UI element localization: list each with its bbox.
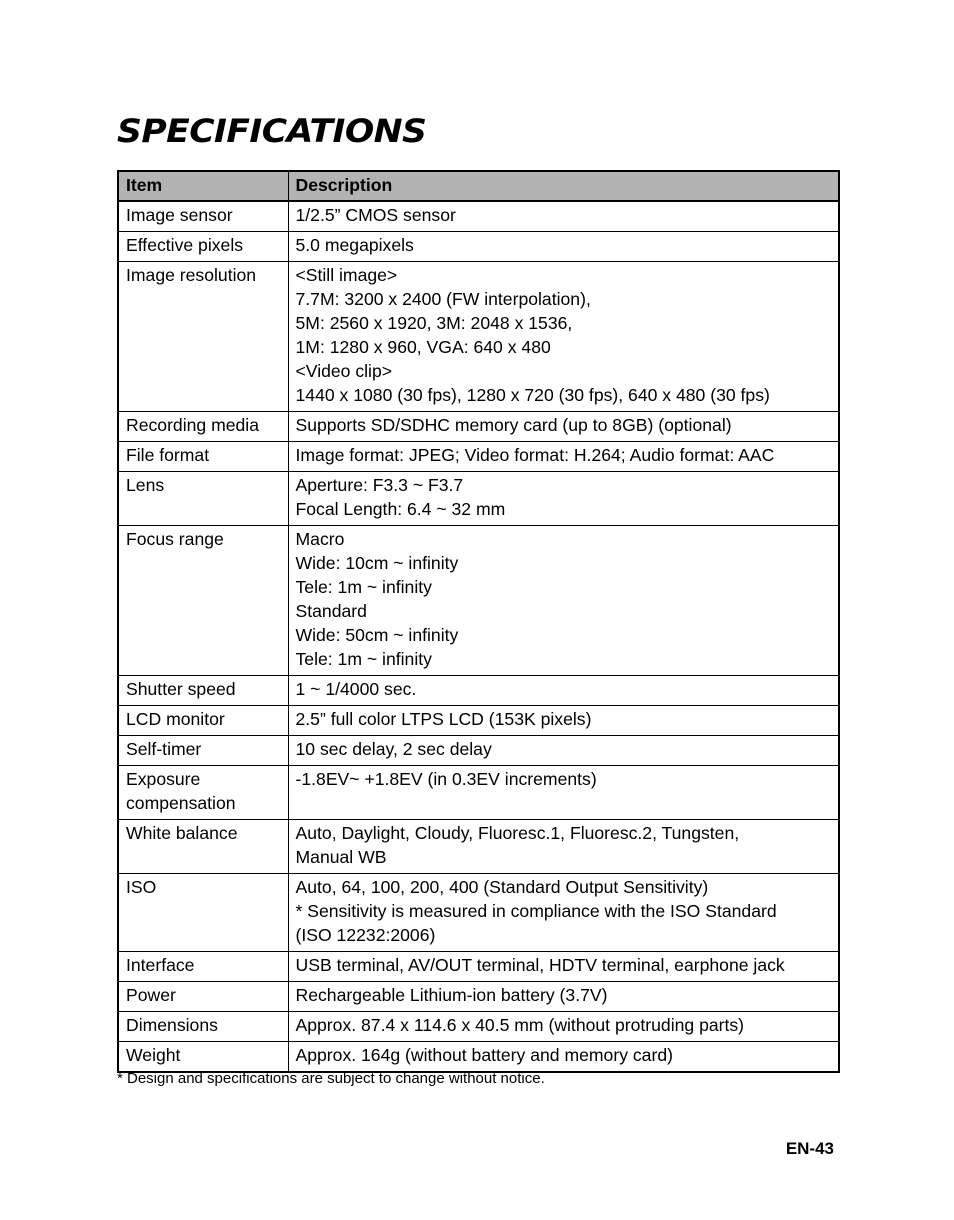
table-row	[118, 1042, 839, 1073]
page-number: EN-43	[785, 1139, 834, 1158]
description-cell: 10 sec delay, 2 sec delay	[288, 736, 839, 766]
item-cell: White balance	[118, 820, 288, 874]
description-cell: Approx. 164g (without battery and memory card)	[288, 1042, 839, 1073]
description-cell: Supports SD/SDHC memory card (up to 8GB) (optional)	[288, 412, 839, 442]
table-row	[118, 982, 839, 1012]
description-cell: 1 ~ 1/4000 sec.	[288, 676, 839, 706]
item-cell: Image resolution	[118, 262, 288, 412]
specifications-table	[117, 170, 840, 1073]
item-cell: ISO	[118, 874, 288, 952]
table-row	[118, 874, 839, 952]
description-cell: Rechargeable Lithium-ion battery (3.7V)	[288, 982, 839, 1012]
description-cell: Auto, Daylight, Cloudy, Fluoresc.1, Fluoresc.2, Tungsten, Manual WB	[288, 820, 839, 874]
description-cell: USB terminal, AV/OUT terminal, HDTV terminal, earphone jack	[288, 952, 839, 982]
item-cell: File format	[118, 442, 288, 472]
description-cell: 5.0 megapixels	[288, 232, 839, 262]
table-row	[118, 766, 839, 820]
description-cell: Aperture: F3.3 ~ F3.7 Focal Length: 6.4 ~ 32 mm	[288, 472, 839, 526]
page-title: SPECIFICATIONS	[117, 112, 427, 150]
description-cell: -1.8EV~ +1.8EV (in 0.3EV increments)	[288, 766, 839, 820]
item-cell: Interface	[118, 952, 288, 982]
description-cell: Auto, 64, 100, 200, 400 (Standard Output Sensitivity) * Sensitivity is measured in compliance with the ISO Standard (ISO 12232:2006)	[288, 874, 839, 952]
item-cell: Shutter speed	[118, 676, 288, 706]
table-row	[118, 201, 839, 232]
column-header-item: Item	[118, 171, 288, 201]
table-row	[118, 472, 839, 526]
table-header-row	[118, 171, 839, 201]
item-cell: Recording media	[118, 412, 288, 442]
item-cell: Self-timer	[118, 736, 288, 766]
table-row	[118, 526, 839, 676]
table-row	[118, 1012, 839, 1042]
table-row	[118, 262, 839, 412]
item-cell: LCD monitor	[118, 706, 288, 736]
table-row	[118, 820, 839, 874]
table-row	[118, 706, 839, 736]
description-cell: 2.5” full color LTPS LCD (153K pixels)	[288, 706, 839, 736]
table-row	[118, 442, 839, 472]
item-cell: Dimensions	[118, 1012, 288, 1042]
table-row	[118, 676, 839, 706]
item-cell: Power	[118, 982, 288, 1012]
item-cell: Image sensor	[118, 201, 288, 232]
table-row	[118, 952, 839, 982]
item-cell: Focus range	[118, 526, 288, 676]
description-cell: Image format: JPEG; Video format: H.264; Audio format: AAC	[288, 442, 839, 472]
item-cell: Weight	[118, 1042, 288, 1073]
column-header-description: Description	[288, 171, 839, 201]
table-row	[118, 412, 839, 442]
item-cell: Effective pixels	[118, 232, 288, 262]
description-cell: Approx. 87.4 x 114.6 x 40.5 mm (without protruding parts)	[288, 1012, 839, 1042]
description-cell: Macro Wide: 10cm ~ infinity Tele: 1m ~ infinity Standard Wide: 50cm ~ infinity Tele: 1m ~ infinity	[288, 526, 839, 676]
table-row	[118, 736, 839, 766]
description-cell: <Still image> 7.7M: 3200 x 2400 (FW interpolation), 5M: 2560 x 1920, 3M: 2048 x 1536, 1M: 1280 x 960, VGA: 640 x 480 <Video clip> 1440 x 1080 (30 fps), 1280 x 720 (30 fps), 640 x 480 (30 fps)	[288, 262, 839, 412]
item-cell: Exposure compensation	[118, 766, 288, 820]
footnote: * Design and specifications are subject to change without notice.	[117, 1070, 545, 1087]
table-row	[118, 232, 839, 262]
description-cell: 1/2.5” CMOS sensor	[288, 201, 839, 232]
item-cell: Lens	[118, 472, 288, 526]
